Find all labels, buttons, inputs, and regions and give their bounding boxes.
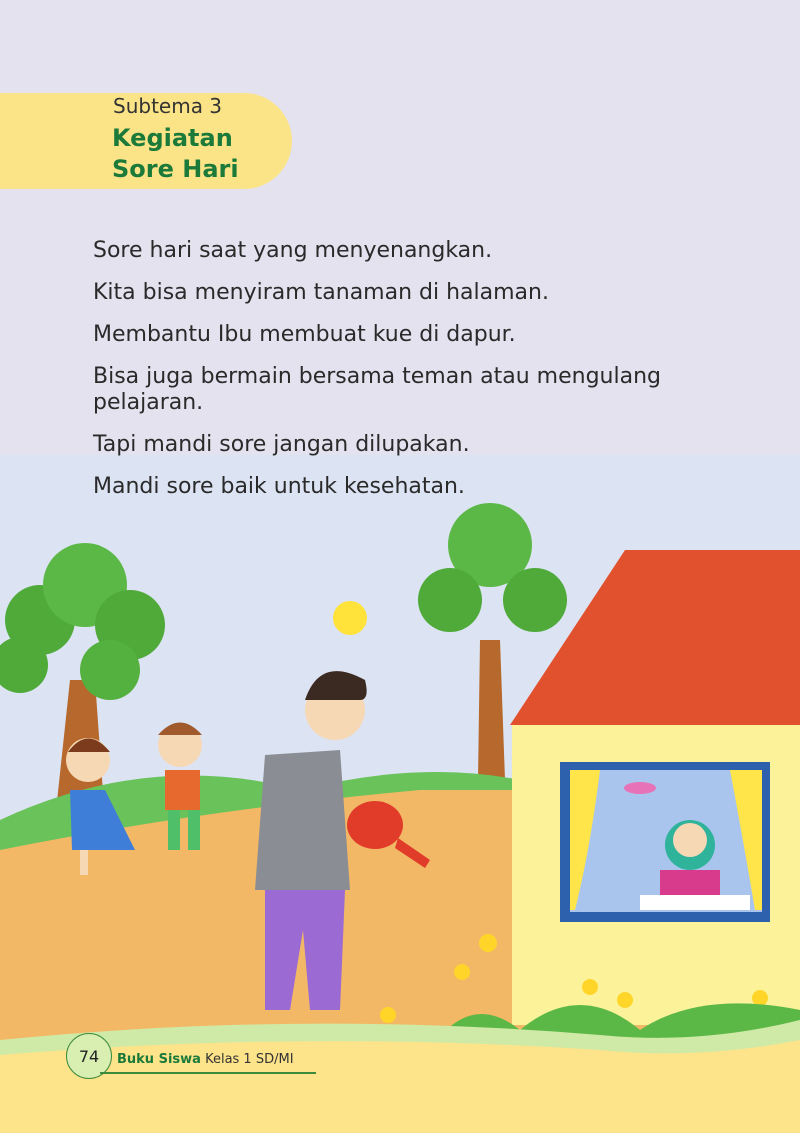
footer-title [117,1052,294,1067]
paragraph: Membantu Ibu membuat kue di dapur. [93,322,516,347]
sun-icon [333,601,367,635]
paragraph: Bisa juga bermain bersama teman atau mengulang pelajaran. [93,364,662,415]
subtheme-label: Subtema 3 [113,94,223,118]
book-subtitle: Kelas 1 SD/MI [205,1052,294,1067]
title-line-1: Kegiatan [112,124,233,152]
page-title [112,123,239,185]
title-line-2: Sore Hari [112,155,239,183]
story-text [93,238,733,516]
book-title: Buku Siswa [117,1052,201,1067]
paragraph: Kita bisa menyiram tanaman di halaman. [93,280,549,305]
paragraph: Sore hari saat yang menyenangkan. [93,238,493,263]
footer-divider [100,1072,316,1074]
paragraph: Mandi sore baik untuk kesehatan. [93,474,465,499]
illustration [0,490,800,1133]
page-number: 74 [66,1033,112,1079]
paragraph: Tapi mandi sore jangan dilupakan. [93,432,470,457]
